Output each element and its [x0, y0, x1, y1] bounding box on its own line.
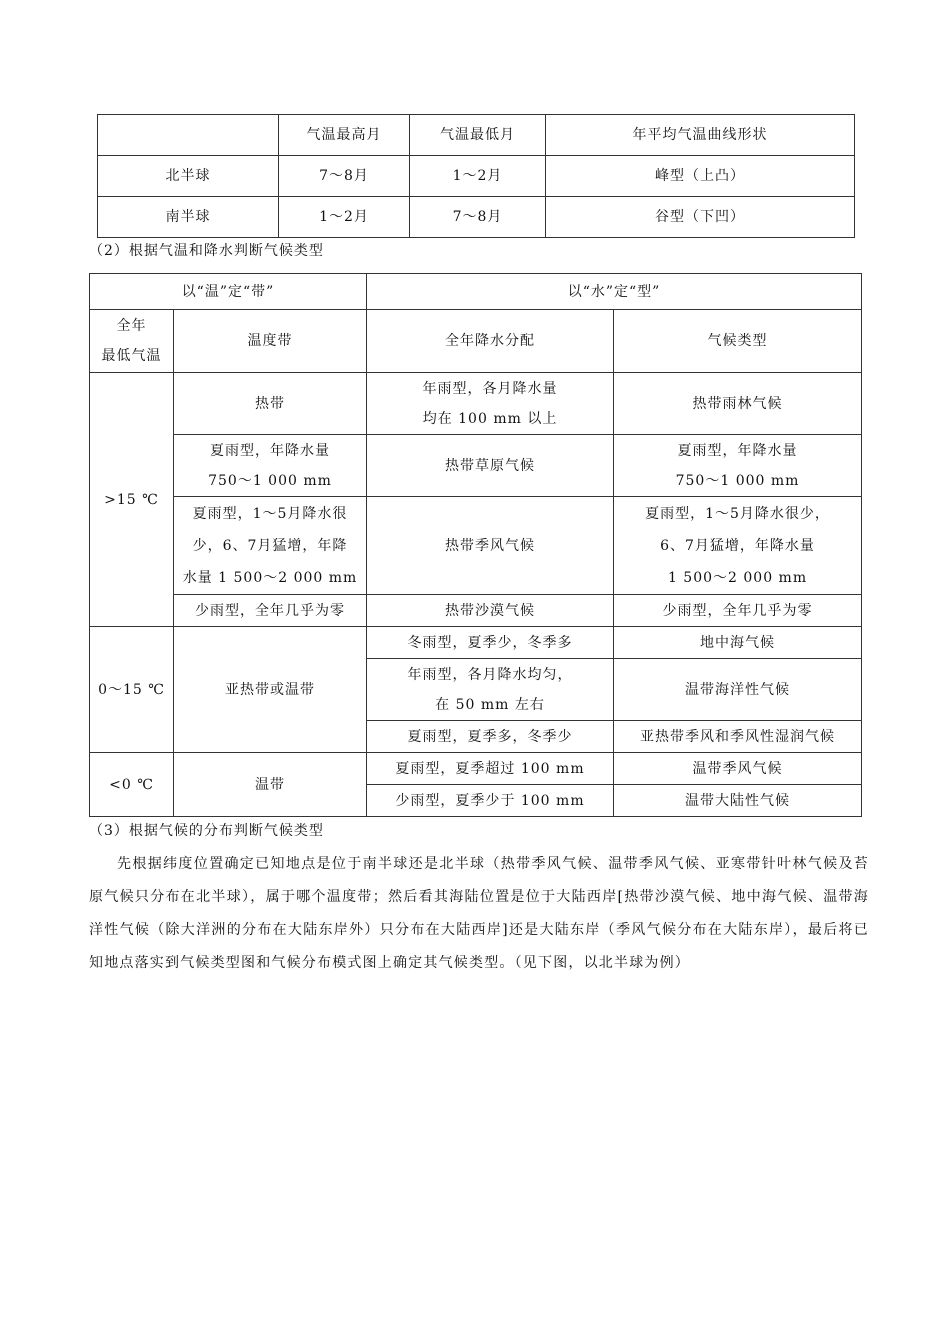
- min-temp-cell: >15 ℃: [90, 373, 174, 627]
- table-header-cell: 气温最低月: [410, 115, 546, 156]
- table-cell: [174, 497, 367, 595]
- header-line: 最低气温: [101, 348, 162, 364]
- table-cell: 热带季风气候: [367, 497, 614, 595]
- table-cell: 1～2月: [410, 156, 546, 197]
- table-cell: 热带沙漠气候: [367, 595, 614, 627]
- table-cell: 温带海洋性气候: [614, 659, 862, 721]
- group-header-temperature: 以“温”定“带”: [90, 274, 367, 310]
- table-cell: [367, 373, 614, 435]
- table-cell: [614, 435, 862, 497]
- table-header-cell: 气温最高月: [279, 115, 410, 156]
- cell-line: 均在 100 mm 以上: [422, 410, 558, 427]
- table-cell: 南半球: [98, 197, 279, 238]
- cell-line: 夏雨型，1～5月降水很少，: [645, 505, 830, 522]
- table-cell: [367, 659, 614, 721]
- table-cell: 热带: [174, 373, 367, 435]
- table-cell: 亚热带或温带: [174, 627, 367, 753]
- table-cell: 少雨型，全年几乎为零: [614, 595, 862, 627]
- table-cell: 峰型（上凸）: [546, 156, 855, 197]
- table-row: [98, 197, 855, 238]
- header-line: 全年: [116, 318, 147, 334]
- table-cell: 7～8月: [279, 156, 410, 197]
- table-header-cell: [90, 310, 174, 373]
- cell-line: 6、7月猛增，年降水量: [660, 537, 815, 554]
- body-paragraph: 先根据纬度位置确定已知地点是位于南半球还是北半球（热带季风气候、温带季风气候、亚寒带针叶林气候及苔原气候只分布在北半球），属于哪个温度带；然后看其海陆位置是位于大陆西岸[热带沙漠气候、地中海气候、温带海洋性气候（除大洋洲的分布在大陆东岸外）只分布在大陆西岸]还是大陆东岸（季风气候分布在大陆东岸），最后将已知地点落实到气候类型图和气候分布模式图上确定其气候类型。（见下图，以北半球为例）: [89, 856, 869, 971]
- min-temp-cell: 0～15 ℃: [90, 627, 174, 753]
- section-heading-2: （2）根据气温和降水判断气候类型: [89, 243, 324, 259]
- table-header-cell: 温度带: [174, 310, 367, 373]
- table-header-cell: 全年降水分配: [367, 310, 614, 373]
- table-cell: 北半球: [98, 156, 279, 197]
- cell-line: 750～1 000 mm: [675, 472, 800, 489]
- table-cell: 地中海气候: [614, 627, 862, 659]
- table-row: [90, 310, 862, 373]
- temperature-curve-table: [97, 114, 855, 238]
- table-cell: 亚热带季风和季风性湿润气候: [614, 721, 862, 753]
- cell-line: 在 50 mm 左右: [435, 696, 545, 713]
- cell-line: 夏雨型，年降水量: [210, 442, 330, 459]
- table-header-cell: [98, 115, 279, 156]
- table-cell: 热带草原气候: [367, 435, 614, 497]
- table-row: [90, 627, 862, 659]
- section-heading-3: （3）根据气候的分布判断气候类型: [89, 823, 324, 839]
- table-header-cell: 气候类型: [614, 310, 862, 373]
- table-cell: 温带季风气候: [614, 753, 862, 785]
- table-row: [90, 373, 862, 435]
- cell-line: 夏雨型，1～5月降水很: [192, 505, 348, 522]
- table-cell: [614, 497, 862, 595]
- cell-line: 1 500～2 000 mm: [667, 569, 808, 586]
- table-cell: 少雨型，夏季少于 100 mm: [367, 785, 614, 817]
- table-cell: 1～2月: [279, 197, 410, 238]
- table-cell: 谷型（下凹）: [546, 197, 855, 238]
- cell-line: 夏雨型，年降水量: [677, 442, 798, 459]
- table-cell: 温带大陆性气候: [614, 785, 862, 817]
- cell-line: 750～1 000 mm: [208, 472, 332, 489]
- table-cell: 温带: [174, 753, 367, 817]
- table-cell: [174, 435, 367, 497]
- cell-line: 年雨型，各月降水量: [422, 380, 558, 397]
- table-header-cell: 年平均气温曲线形状: [546, 115, 855, 156]
- table-cell: 7～8月: [410, 197, 546, 238]
- table-cell: 夏雨型，夏季超过 100 mm: [367, 753, 614, 785]
- table-row: [90, 595, 862, 627]
- min-temp-cell: <0 ℃: [90, 753, 174, 817]
- cell-line: 年雨型，各月降水均匀，: [407, 666, 573, 683]
- table-cell: 少雨型，全年几乎为零: [174, 595, 367, 627]
- table-row: [90, 435, 862, 497]
- table-row: [90, 274, 862, 310]
- table-cell: 冬雨型，夏季少，冬季多: [367, 627, 614, 659]
- table-row: [90, 753, 862, 785]
- cell-line: 水量 1 500～2 000 mm: [182, 569, 358, 586]
- group-header-water: 以“水”定“型”: [367, 274, 862, 310]
- table-cell: 夏雨型，夏季多，冬季少: [367, 721, 614, 753]
- table-row: [98, 156, 855, 197]
- table-row: [90, 497, 862, 595]
- table-row: [98, 115, 855, 156]
- cell-line: 少，6、7月猛增，年降: [192, 537, 348, 554]
- table-cell: 热带雨林气候: [614, 373, 862, 435]
- climate-type-table: [89, 273, 862, 817]
